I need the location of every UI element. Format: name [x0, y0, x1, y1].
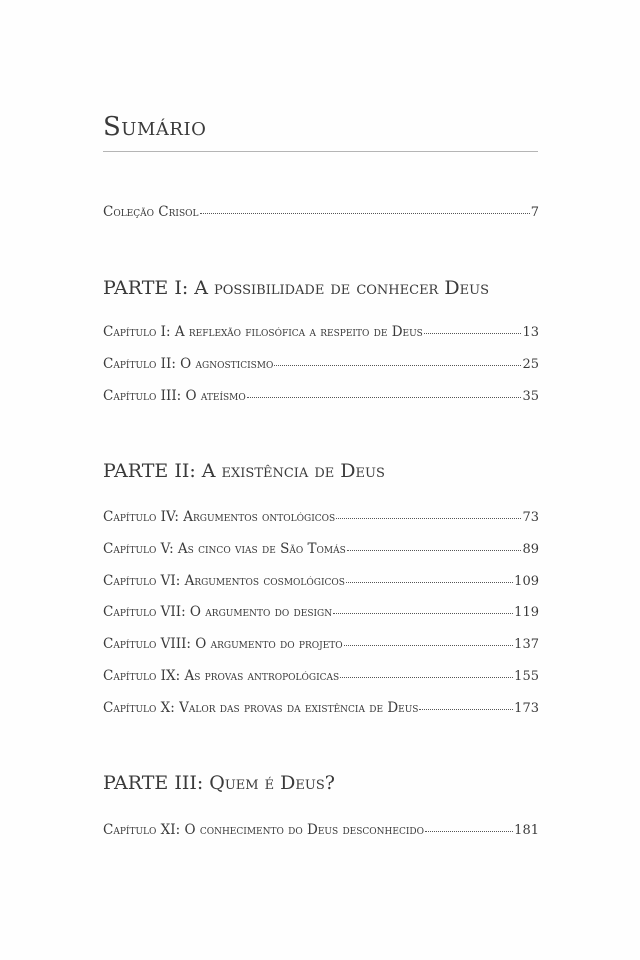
dot-leader	[347, 550, 522, 551]
dot-leader	[425, 831, 513, 832]
toc-entry-label: Capítulo III: O ateísmo	[103, 388, 246, 404]
toc-page-number: 173	[514, 701, 539, 716]
toc-page-number: 181	[514, 823, 539, 838]
toc-entry-label: Capítulo VI: Argumentos cosmológicos	[103, 573, 345, 589]
toc-entry-chapter-6	[103, 573, 539, 589]
toc-entry-chapter-3	[103, 388, 539, 404]
toc-entry-chapter-9	[103, 668, 539, 684]
toc-entry-chapter-4	[103, 509, 539, 525]
toc-entry-label: Capítulo II: O agnosticismo	[103, 356, 274, 372]
dot-leader	[346, 582, 513, 583]
toc-entry-chapter-10	[103, 700, 539, 716]
dot-leader	[333, 613, 513, 614]
toc-page-number: 13	[522, 325, 539, 340]
toc-entry-label: Capítulo XI: O conhecimento do Deus desconhecido	[103, 822, 425, 838]
title-divider	[103, 151, 538, 152]
toc-entry-chapter-5	[103, 541, 539, 557]
part-heading-3: PARTE III: Quem é Deus?	[103, 772, 335, 794]
toc-entry-label: Capítulo V: As cinco vias de São Tomás	[103, 541, 346, 557]
dot-leader	[340, 677, 513, 678]
toc-page-number: 73	[522, 510, 539, 525]
toc-entry-chapter-8	[103, 636, 539, 652]
toc-page-number: 109	[514, 574, 539, 589]
dot-leader	[344, 645, 514, 646]
page-title: Sumário	[103, 112, 207, 142]
toc-entry-chapter-7	[103, 604, 539, 620]
dot-leader	[424, 333, 522, 334]
toc-page-number: 25	[522, 357, 539, 372]
toc-entry-label: Capítulo IV: Argumentos ontológicos	[103, 509, 336, 525]
dot-leader	[200, 213, 530, 214]
toc-page-number: 35	[522, 389, 539, 404]
part-heading-2: PARTE II: A existência de Deus	[103, 460, 385, 482]
toc-entry-intro	[103, 204, 539, 220]
dot-leader	[419, 709, 513, 710]
toc-entry-label: Capítulo VII: O argumento do design	[103, 604, 333, 620]
toc-entry-chapter-11	[103, 822, 539, 838]
dot-leader	[274, 365, 521, 366]
toc-page-number: 7	[530, 205, 539, 220]
toc-entry-chapter-1	[103, 324, 539, 340]
toc-entry-label: Capítulo I: A reflexão filosófica a respeito de Deus	[103, 324, 423, 340]
part-heading-1: PARTE I: A possibilidade de conhecer Deus	[103, 277, 489, 299]
toc-page-number: 89	[522, 542, 539, 557]
dot-leader	[247, 397, 522, 398]
toc-entry-chapter-2	[103, 356, 539, 372]
toc-entry-label: Capítulo IX: As provas antropológicas	[103, 668, 340, 684]
toc-page-number: 155	[514, 669, 539, 684]
toc-entry-label: Capítulo X: Valor das provas da existência de Deus	[103, 700, 419, 716]
toc-page-number: 119	[514, 605, 539, 620]
dot-leader	[336, 518, 521, 519]
toc-entry-label: Capítulo VIII: O argumento do projeto	[103, 636, 343, 652]
toc-page-number: 137	[514, 637, 539, 652]
toc-entry-label: Coleção Crisol	[103, 204, 199, 220]
